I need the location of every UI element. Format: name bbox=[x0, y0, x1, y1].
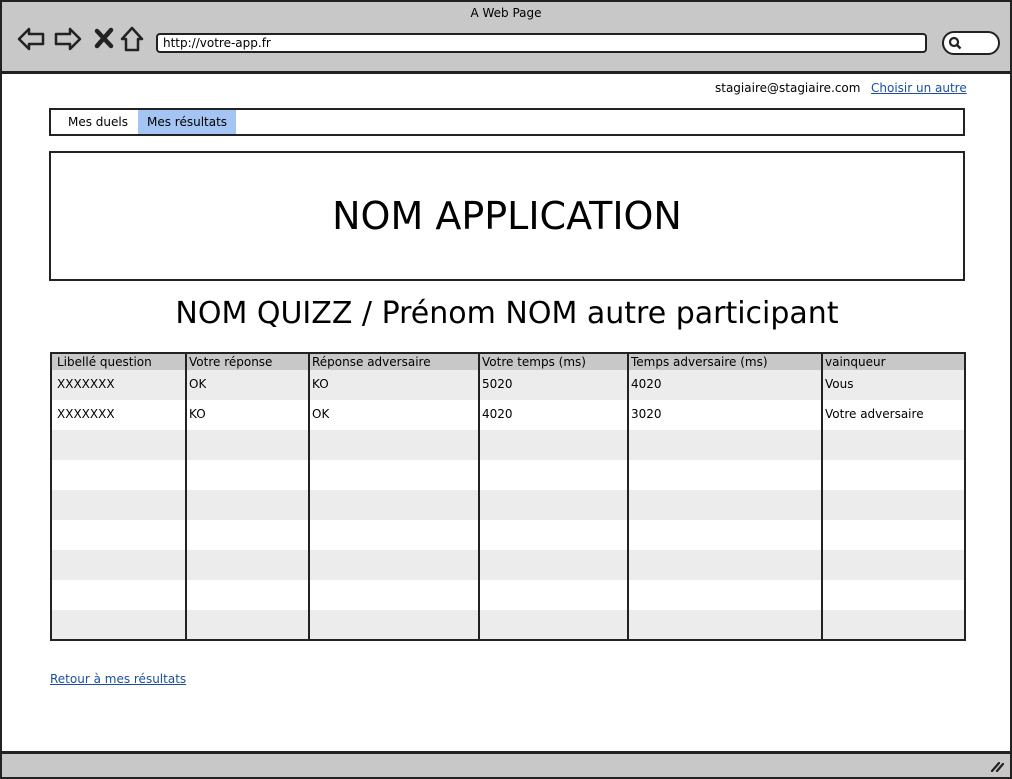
column-divider bbox=[821, 354, 823, 639]
user-email: stagiaire@stagiaire.com bbox=[715, 81, 861, 95]
table-cell: Votre adversaire bbox=[825, 407, 924, 421]
table-cell: XXXXXXX bbox=[57, 407, 115, 421]
table-cell: OK bbox=[189, 377, 207, 391]
column-header[interactable]: vainqueur bbox=[825, 355, 886, 369]
table-row[interactable] bbox=[52, 400, 964, 430]
table-row[interactable] bbox=[52, 430, 964, 460]
resize-grip-icon[interactable] bbox=[990, 760, 1004, 772]
table-row[interactable] bbox=[52, 610, 964, 640]
browser-search-input[interactable] bbox=[942, 31, 1000, 55]
search-icon bbox=[948, 36, 962, 50]
column-header[interactable]: Réponse adversaire bbox=[312, 355, 431, 369]
app-name: NOM APPLICATION bbox=[332, 194, 682, 238]
table-header bbox=[52, 354, 964, 370]
table-row[interactable] bbox=[52, 520, 964, 550]
table-cell: KO bbox=[189, 407, 206, 421]
column-header[interactable]: Temps adversaire (ms) bbox=[631, 355, 768, 369]
back-to-results-link[interactable]: Retour à mes résultats bbox=[50, 672, 187, 686]
table-row[interactable] bbox=[52, 550, 964, 580]
column-header[interactable]: Votre réponse bbox=[189, 355, 273, 369]
table-cell: Vous bbox=[825, 377, 854, 391]
table-cell: 5020 bbox=[482, 377, 513, 391]
table-row[interactable] bbox=[52, 490, 964, 520]
table-cell: 3020 bbox=[631, 407, 662, 421]
table-row[interactable] bbox=[52, 580, 964, 610]
column-divider bbox=[308, 354, 310, 639]
tab-mes-duels[interactable]: Mes duels bbox=[68, 115, 128, 129]
browser-chrome bbox=[2, 2, 1010, 74]
results-table bbox=[50, 352, 966, 641]
forward-arrow-icon[interactable] bbox=[53, 24, 83, 54]
back-arrow-icon[interactable] bbox=[16, 24, 46, 54]
column-divider bbox=[478, 354, 480, 639]
stop-icon[interactable] bbox=[90, 24, 120, 54]
url-input[interactable]: http://votre-app.fr bbox=[156, 33, 927, 53]
quiz-title: NOM QUIZZ / Prénom NOM autre participant bbox=[175, 296, 839, 331]
column-divider bbox=[185, 354, 187, 639]
status-bar bbox=[2, 751, 1010, 777]
choose-other-user-link[interactable]: Choisir un autre bbox=[871, 81, 967, 95]
window-title: A Web Page bbox=[470, 6, 542, 20]
tab-bar bbox=[49, 108, 965, 136]
column-header[interactable]: Votre temps (ms) bbox=[482, 355, 586, 369]
column-divider bbox=[627, 354, 629, 639]
app-name-banner bbox=[49, 151, 965, 281]
table-cell: 4020 bbox=[482, 407, 513, 421]
table-cell: OK bbox=[312, 407, 330, 421]
table-row[interactable] bbox=[52, 370, 964, 400]
table-row[interactable] bbox=[52, 460, 964, 490]
home-icon[interactable] bbox=[118, 24, 148, 54]
table-cell: XXXXXXX bbox=[57, 377, 115, 391]
column-header[interactable]: Libellé question bbox=[57, 355, 152, 369]
table-cell: 4020 bbox=[631, 377, 662, 391]
tab-mes-resultats[interactable]: Mes résultats bbox=[138, 110, 236, 134]
table-cell: KO bbox=[312, 377, 329, 391]
